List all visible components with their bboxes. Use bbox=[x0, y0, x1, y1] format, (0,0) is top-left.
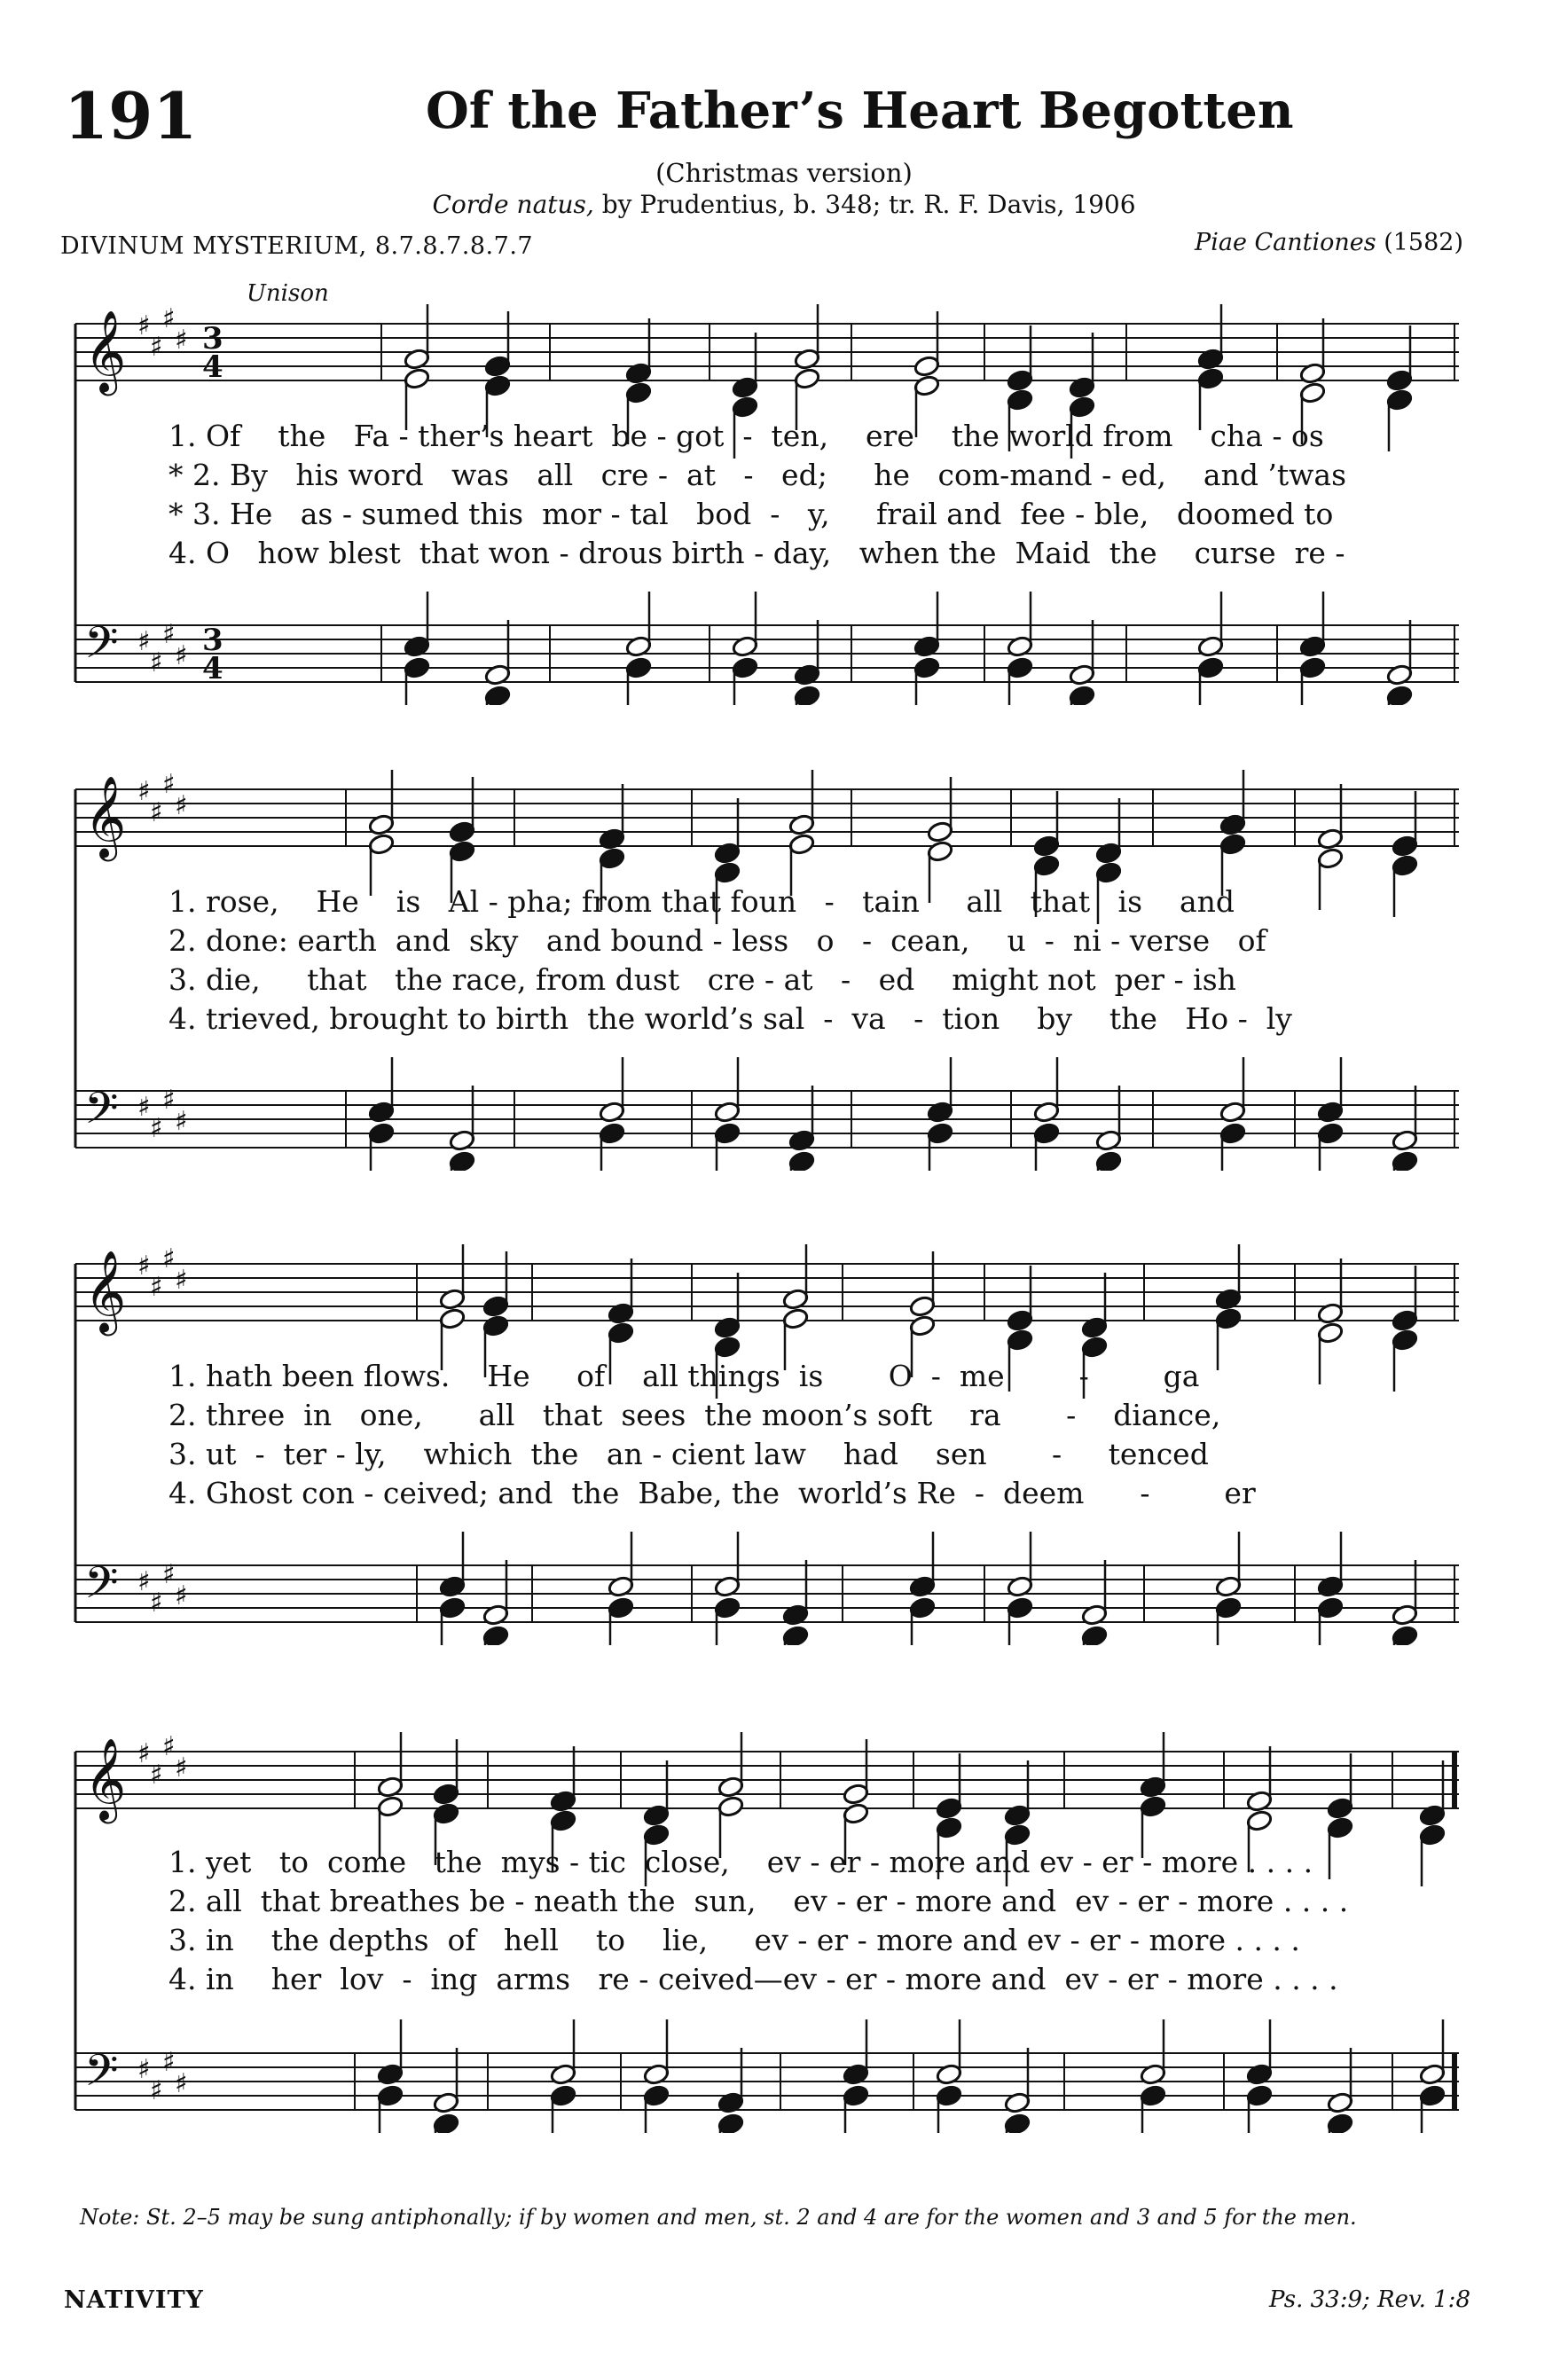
sharp-sign: ♯ bbox=[162, 619, 176, 650]
lyric-line: 3. die, that the race, from dust cre - at - ed might not per - ish bbox=[169, 962, 1236, 997]
treble-notehead bbox=[936, 1797, 963, 1820]
bass-low-notehead bbox=[782, 1625, 810, 1645]
treble-notehead bbox=[788, 813, 816, 836]
treble-alto-notehead bbox=[717, 1795, 745, 1818]
treble-notehead bbox=[1317, 1302, 1345, 1325]
bass-low-notehead bbox=[927, 1122, 954, 1145]
bass-low-notehead bbox=[608, 1596, 635, 1619]
sharp-sign: ♯ bbox=[137, 2054, 151, 2085]
bass-notehead bbox=[1197, 635, 1225, 658]
bass-low-notehead bbox=[1317, 1122, 1345, 1145]
sharp-sign: ♯ bbox=[175, 1580, 188, 1611]
bass-notehead bbox=[1007, 1575, 1034, 1598]
treble-alto-notehead bbox=[714, 861, 741, 884]
lyric-line: 1. yet to come the mys - tic close, ev - er - more and ev - er - more . . . . bbox=[169, 1845, 1313, 1879]
bass-notehead bbox=[377, 2063, 404, 2086]
treble-alto-notehead bbox=[599, 847, 626, 870]
treble-alto-notehead bbox=[1219, 833, 1247, 856]
bass-notehead bbox=[714, 1101, 741, 1124]
bass-notehead bbox=[1007, 635, 1034, 658]
lyric-line: 2. all that breathes be - neath the sun, ev - er - more and ev - er - more . . . . bbox=[169, 1884, 1349, 1918]
treble-alto-notehead bbox=[625, 381, 653, 404]
treble-notehead bbox=[714, 842, 741, 865]
treble-alto-notehead bbox=[913, 374, 941, 397]
bass-low-notehead bbox=[1327, 2113, 1354, 2133]
sharp-sign: ♯ bbox=[137, 310, 151, 341]
treble-alto-notehead bbox=[782, 1307, 810, 1330]
sharp-sign: ♯ bbox=[150, 1272, 163, 1303]
bass-low-notehead bbox=[482, 1625, 510, 1645]
lyric-line: 4. Ghost con - ceived; and the Babe, the world’s Re - deem - er bbox=[169, 1476, 1256, 1510]
treble-notehead bbox=[1007, 369, 1034, 392]
treble-notehead bbox=[1140, 1776, 1167, 1799]
bass-notehead bbox=[1392, 1129, 1419, 1152]
bass-notehead bbox=[1219, 1101, 1247, 1124]
sharp-sign: ♯ bbox=[137, 1092, 151, 1123]
treble-notehead bbox=[368, 813, 396, 836]
bass-notehead bbox=[788, 1129, 816, 1152]
treble-notehead bbox=[794, 348, 821, 371]
bass-low-notehead bbox=[1081, 1625, 1109, 1645]
sharp-sign: ♯ bbox=[137, 1251, 151, 1282]
bass-clef: 𝄢 bbox=[84, 1083, 119, 1145]
bass-low-notehead bbox=[1246, 2084, 1274, 2107]
treble-notehead bbox=[1419, 1804, 1446, 1827]
sharp-sign: ♯ bbox=[175, 325, 188, 356]
bass-low-notehead bbox=[484, 685, 512, 705]
bass-notehead bbox=[1215, 1575, 1243, 1598]
hymn-number: 191 bbox=[64, 78, 198, 153]
lyric-line: 1. hath been flows. He of all things is O - me - ga bbox=[169, 1359, 1200, 1393]
treble-notehead bbox=[1219, 813, 1247, 836]
bass-clef: 𝄢 bbox=[84, 1557, 119, 1619]
sharp-sign: ♯ bbox=[175, 2068, 188, 2099]
treble-alto-notehead bbox=[1327, 1816, 1354, 1839]
treble-alto-notehead bbox=[1246, 1809, 1274, 1832]
sharp-sign: ♯ bbox=[162, 769, 176, 800]
sharp-sign: ♯ bbox=[137, 1566, 151, 1597]
lyric-line: 4. in her lov - ing arms re - ceived—ev - er - more and ev - er - more . . . . bbox=[169, 1962, 1338, 1996]
sharp-sign: ♯ bbox=[175, 1265, 188, 1296]
music-source bbox=[1195, 229, 1463, 256]
bass-notehead bbox=[1140, 2063, 1167, 2086]
treble-notehead bbox=[782, 1288, 810, 1311]
treble-alto-notehead bbox=[788, 833, 816, 856]
lyric-line: 1. Of the Fa - ther’s heart be - got - ten, ere the world from cha - os bbox=[169, 419, 1324, 453]
time-signature-bass: 3 bbox=[202, 623, 223, 658]
treble-notehead bbox=[913, 355, 941, 378]
bass-notehead bbox=[794, 663, 821, 686]
sharp-sign: ♯ bbox=[175, 640, 188, 671]
bass-low-notehead bbox=[1007, 656, 1034, 679]
sharp-sign: ♯ bbox=[162, 1731, 176, 1762]
treble-clef: 𝄞 bbox=[84, 775, 127, 858]
sharp-sign: ♯ bbox=[150, 1760, 163, 1791]
treble-notehead bbox=[1327, 1797, 1354, 1820]
lyrics-system-3 bbox=[169, 1357, 1472, 1513]
treble-alto-notehead bbox=[1317, 1321, 1345, 1345]
sharp-sign: ♯ bbox=[175, 790, 188, 821]
sharp-sign: ♯ bbox=[150, 1588, 163, 1619]
lyric-line: 1. rose, He is Al - pha; from that foun - tain all that is and bbox=[169, 884, 1235, 919]
treble-alto-notehead bbox=[1069, 396, 1096, 419]
sharp-sign: ♯ bbox=[137, 1738, 151, 1769]
treble-notehead bbox=[439, 1288, 466, 1311]
bass-notehead bbox=[732, 635, 759, 658]
bass-low-notehead bbox=[1007, 1596, 1034, 1619]
bass-low-notehead bbox=[550, 2084, 577, 2107]
treble-clef: 𝄞 bbox=[84, 1737, 127, 1820]
lyric-line: * 3. He as - sumed this mor - tal bod - y, frail and fee - ble, doomed to bbox=[169, 497, 1334, 531]
treble-notehead bbox=[550, 1790, 577, 1813]
treble-notehead bbox=[1081, 1316, 1109, 1339]
bass-notehead bbox=[368, 1101, 396, 1124]
treble-notehead bbox=[1299, 362, 1327, 385]
treble-notehead bbox=[1007, 1309, 1034, 1332]
treble-alto-notehead bbox=[1392, 1329, 1419, 1352]
bass-low-notehead bbox=[1299, 656, 1327, 679]
bass-low-notehead bbox=[625, 656, 653, 679]
treble-notehead bbox=[1317, 827, 1345, 851]
bass-notehead bbox=[717, 2091, 745, 2114]
bass-notehead bbox=[608, 1575, 635, 1598]
treble-alto-notehead bbox=[1081, 1336, 1109, 1359]
bass-low-notehead bbox=[404, 656, 431, 679]
bass-notehead bbox=[909, 1575, 937, 1598]
bass-low-notehead bbox=[717, 2113, 745, 2133]
treble-notehead bbox=[433, 1783, 460, 1806]
treble-alto-notehead bbox=[1317, 847, 1345, 870]
author-translator: by Prudentius, b. 348; tr. R. F. Davis, 1906 bbox=[593, 190, 1136, 219]
scripture-reference: Ps. 33:9; Rev. 1:8 bbox=[1268, 2286, 1470, 2313]
bass-low-notehead bbox=[1219, 1122, 1247, 1145]
bass-low-notehead bbox=[368, 1122, 396, 1145]
bass-notehead bbox=[1069, 663, 1096, 686]
treble-alto-notehead bbox=[608, 1321, 635, 1345]
treble-alto-notehead bbox=[909, 1314, 937, 1337]
treble-notehead bbox=[909, 1295, 937, 1318]
treble-notehead bbox=[1095, 842, 1123, 865]
bass-low-notehead bbox=[788, 1150, 816, 1171]
bass-notehead bbox=[1386, 663, 1414, 686]
lyrics-system-4 bbox=[169, 1843, 1472, 1999]
treble-notehead bbox=[608, 1302, 635, 1325]
bass-notehead bbox=[1327, 2091, 1354, 2114]
time-signature-treble: 4 bbox=[202, 349, 223, 385]
bass-low-notehead bbox=[1033, 1122, 1061, 1145]
treble-alto-notehead bbox=[484, 374, 512, 397]
treble-notehead bbox=[1246, 1790, 1274, 1813]
bass-low-notehead bbox=[433, 2113, 460, 2133]
treble-clef: 𝄞 bbox=[84, 1250, 127, 1332]
treble-notehead bbox=[1215, 1288, 1243, 1311]
bass-low-notehead bbox=[843, 2084, 870, 2107]
bass-notehead bbox=[449, 1129, 476, 1152]
bass-low-notehead bbox=[1317, 1596, 1345, 1619]
treble-alto-notehead bbox=[1299, 381, 1327, 404]
treble-notehead bbox=[717, 1776, 745, 1799]
treble-notehead bbox=[1392, 835, 1419, 858]
treble-alto-notehead bbox=[449, 840, 476, 863]
treble-alto-notehead bbox=[927, 840, 954, 863]
bass-low-notehead bbox=[1197, 656, 1225, 679]
bass-notehead bbox=[550, 2063, 577, 2086]
treble-alto-notehead bbox=[1215, 1307, 1243, 1330]
treble-notehead bbox=[643, 1804, 670, 1827]
sharp-sign: ♯ bbox=[162, 2047, 176, 2078]
bass-low-notehead bbox=[1392, 1625, 1419, 1645]
treble-alto-notehead bbox=[1007, 388, 1034, 412]
bass-notehead bbox=[1392, 1603, 1419, 1627]
performance-direction: Unison bbox=[247, 280, 329, 307]
treble-alto-notehead bbox=[433, 1802, 460, 1825]
treble-notehead bbox=[484, 355, 512, 378]
bass-notehead bbox=[936, 2063, 963, 2086]
treble-alto-notehead bbox=[732, 396, 759, 419]
bass-low-notehead bbox=[377, 2084, 404, 2107]
bass-clef: 𝄢 bbox=[84, 617, 119, 679]
treble-alto-notehead bbox=[843, 1802, 870, 1825]
lyrics-system-1 bbox=[169, 417, 1472, 573]
treble-notehead bbox=[927, 820, 954, 843]
treble-alto-notehead bbox=[1197, 367, 1225, 390]
lyric-line: 2. three in one, all that sees the moon’s soft ra - diance, bbox=[169, 1398, 1221, 1432]
bass-low-notehead bbox=[913, 656, 941, 679]
sharp-sign: ♯ bbox=[150, 2075, 163, 2106]
bass-notehead bbox=[1081, 1603, 1109, 1627]
bass-notehead bbox=[714, 1575, 741, 1598]
treble-alto-notehead bbox=[377, 1795, 404, 1818]
bass-notehead bbox=[913, 635, 941, 658]
lyric-line: 3. in the depths of hell to lie, ev - er - more and ev - er - more . . . . bbox=[169, 1923, 1300, 1957]
antiphonal-note: Note: St. 2–5 may be sung antiphonally; if by women and men, st. 2 and 4 are for the women and 3 and 5 for the men. bbox=[80, 2205, 1357, 2230]
treble-alto-notehead bbox=[1392, 854, 1419, 877]
bass-notehead bbox=[927, 1101, 954, 1124]
text-credit bbox=[0, 190, 1568, 219]
treble-notehead bbox=[1004, 1804, 1031, 1827]
sharp-sign: ♯ bbox=[175, 1106, 188, 1137]
sharp-sign: ♯ bbox=[137, 626, 151, 657]
bass-low-notehead bbox=[449, 1150, 476, 1171]
bass-low-notehead bbox=[1069, 685, 1096, 705]
bass-notehead bbox=[482, 1603, 510, 1627]
treble-clef: 𝄞 bbox=[84, 310, 127, 392]
sharp-sign: ♯ bbox=[137, 776, 151, 807]
bass-low-notehead bbox=[1419, 2084, 1446, 2107]
bass-notehead bbox=[1246, 2063, 1274, 2086]
bass-low-notehead bbox=[1392, 1150, 1419, 1171]
lyric-line: 4. trieved, brought to birth the world’s sal - va - tion by the Ho - ly bbox=[169, 1001, 1292, 1036]
treble-alto-notehead bbox=[439, 1307, 466, 1330]
sharp-sign: ♯ bbox=[150, 797, 163, 828]
bass-notehead bbox=[1033, 1101, 1061, 1124]
sharp-sign: ♯ bbox=[150, 1113, 163, 1144]
lyric-line: * 2. By his word was all cre - at - ed; he com-mand - ed, and ’twas bbox=[169, 458, 1347, 492]
bass-low-notehead bbox=[1004, 2113, 1031, 2133]
treble-notehead bbox=[482, 1295, 510, 1318]
treble-alto-notehead bbox=[1033, 854, 1061, 877]
treble-notehead bbox=[377, 1776, 404, 1799]
treble-notehead bbox=[1069, 376, 1096, 399]
bass-low-notehead bbox=[714, 1596, 741, 1619]
bass-low-notehead bbox=[1215, 1596, 1243, 1619]
bass-low-notehead bbox=[1095, 1150, 1123, 1171]
hymn-title: Of the Father’s Heart Begotten bbox=[426, 82, 1294, 140]
bass-notehead bbox=[599, 1101, 626, 1124]
bass-low-notehead bbox=[1386, 685, 1414, 705]
music-source-year: (1582) bbox=[1376, 229, 1463, 256]
treble-notehead bbox=[1392, 1309, 1419, 1332]
lyric-line: 4. O how blest that won - drous birth - day, when the Maid the curse re - bbox=[169, 536, 1345, 570]
sharp-sign: ♯ bbox=[162, 303, 176, 334]
treble-alto-notehead bbox=[482, 1314, 510, 1337]
bass-clef: 𝄢 bbox=[84, 2045, 119, 2107]
bass-low-notehead bbox=[732, 656, 759, 679]
treble-alto-notehead bbox=[1007, 1329, 1034, 1352]
tune-name: DIVINUM MYSTERIUM, 8.7.8.7.8.7.7 bbox=[60, 232, 534, 260]
bass-notehead bbox=[625, 635, 653, 658]
bass-low-notehead bbox=[936, 2084, 963, 2107]
treble-alto-notehead bbox=[794, 367, 821, 390]
treble-alto-notehead bbox=[1140, 1795, 1167, 1818]
bass-notehead bbox=[439, 1575, 466, 1598]
treble-notehead bbox=[625, 362, 653, 385]
bass-notehead bbox=[1317, 1575, 1345, 1598]
sharp-sign: ♯ bbox=[150, 332, 163, 363]
lyric-line: 3. ut - ter - ly, which the an - cient law had sen - tenced bbox=[169, 1437, 1209, 1471]
bass-low-notehead bbox=[794, 685, 821, 705]
bass-notehead bbox=[484, 663, 512, 686]
treble-notehead bbox=[843, 1783, 870, 1806]
bass-notehead bbox=[433, 2091, 460, 2114]
bass-notehead bbox=[1095, 1129, 1123, 1152]
sharp-sign: ♯ bbox=[150, 647, 163, 678]
treble-alto-notehead bbox=[404, 367, 431, 390]
bass-low-notehead bbox=[909, 1596, 937, 1619]
treble-alto-notehead bbox=[714, 1336, 741, 1359]
treble-notehead bbox=[404, 348, 431, 371]
treble-alto-notehead bbox=[1386, 388, 1414, 412]
lyrics-system-2 bbox=[169, 882, 1472, 1039]
bass-low-notehead bbox=[714, 1122, 741, 1145]
bass-notehead bbox=[843, 2063, 870, 2086]
treble-notehead bbox=[449, 820, 476, 843]
bass-notehead bbox=[1419, 2063, 1446, 2086]
treble-notehead bbox=[599, 827, 626, 851]
treble-alto-notehead bbox=[550, 1809, 577, 1832]
time-signature-treble: 3 bbox=[202, 321, 223, 357]
sharp-sign: ♯ bbox=[162, 1559, 176, 1590]
sharp-sign: ♯ bbox=[162, 1243, 176, 1274]
latin-title: Corde natus, bbox=[432, 190, 594, 219]
bass-low-notehead bbox=[599, 1122, 626, 1145]
hymn-category: NATIVITY bbox=[64, 2286, 204, 2314]
bass-notehead bbox=[1299, 635, 1327, 658]
bass-notehead bbox=[1004, 2091, 1031, 2114]
treble-alto-notehead bbox=[1095, 861, 1123, 884]
lyric-line: 2. done: earth and sky and bound - less o - cean, u - ni - verse of bbox=[169, 923, 1266, 958]
bass-low-notehead bbox=[1140, 2084, 1167, 2107]
treble-alto-notehead bbox=[368, 833, 396, 856]
hymn-subtitle: (Christmas version) bbox=[655, 158, 913, 188]
sharp-sign: ♯ bbox=[162, 1085, 176, 1116]
bass-notehead bbox=[404, 635, 431, 658]
sharp-sign: ♯ bbox=[175, 1752, 188, 1784]
treble-alto-notehead bbox=[936, 1816, 963, 1839]
music-source-title: Piae Cantiones bbox=[1195, 229, 1376, 256]
bass-low-notehead bbox=[439, 1596, 466, 1619]
treble-notehead bbox=[1386, 369, 1414, 392]
treble-notehead bbox=[732, 376, 759, 399]
bass-notehead bbox=[782, 1603, 810, 1627]
bass-notehead bbox=[643, 2063, 670, 2086]
treble-notehead bbox=[714, 1316, 741, 1339]
treble-notehead bbox=[1197, 348, 1225, 371]
time-signature-bass: 4 bbox=[202, 651, 223, 686]
bass-notehead bbox=[1317, 1101, 1345, 1124]
treble-notehead bbox=[1033, 835, 1061, 858]
bass-low-notehead bbox=[643, 2084, 670, 2107]
